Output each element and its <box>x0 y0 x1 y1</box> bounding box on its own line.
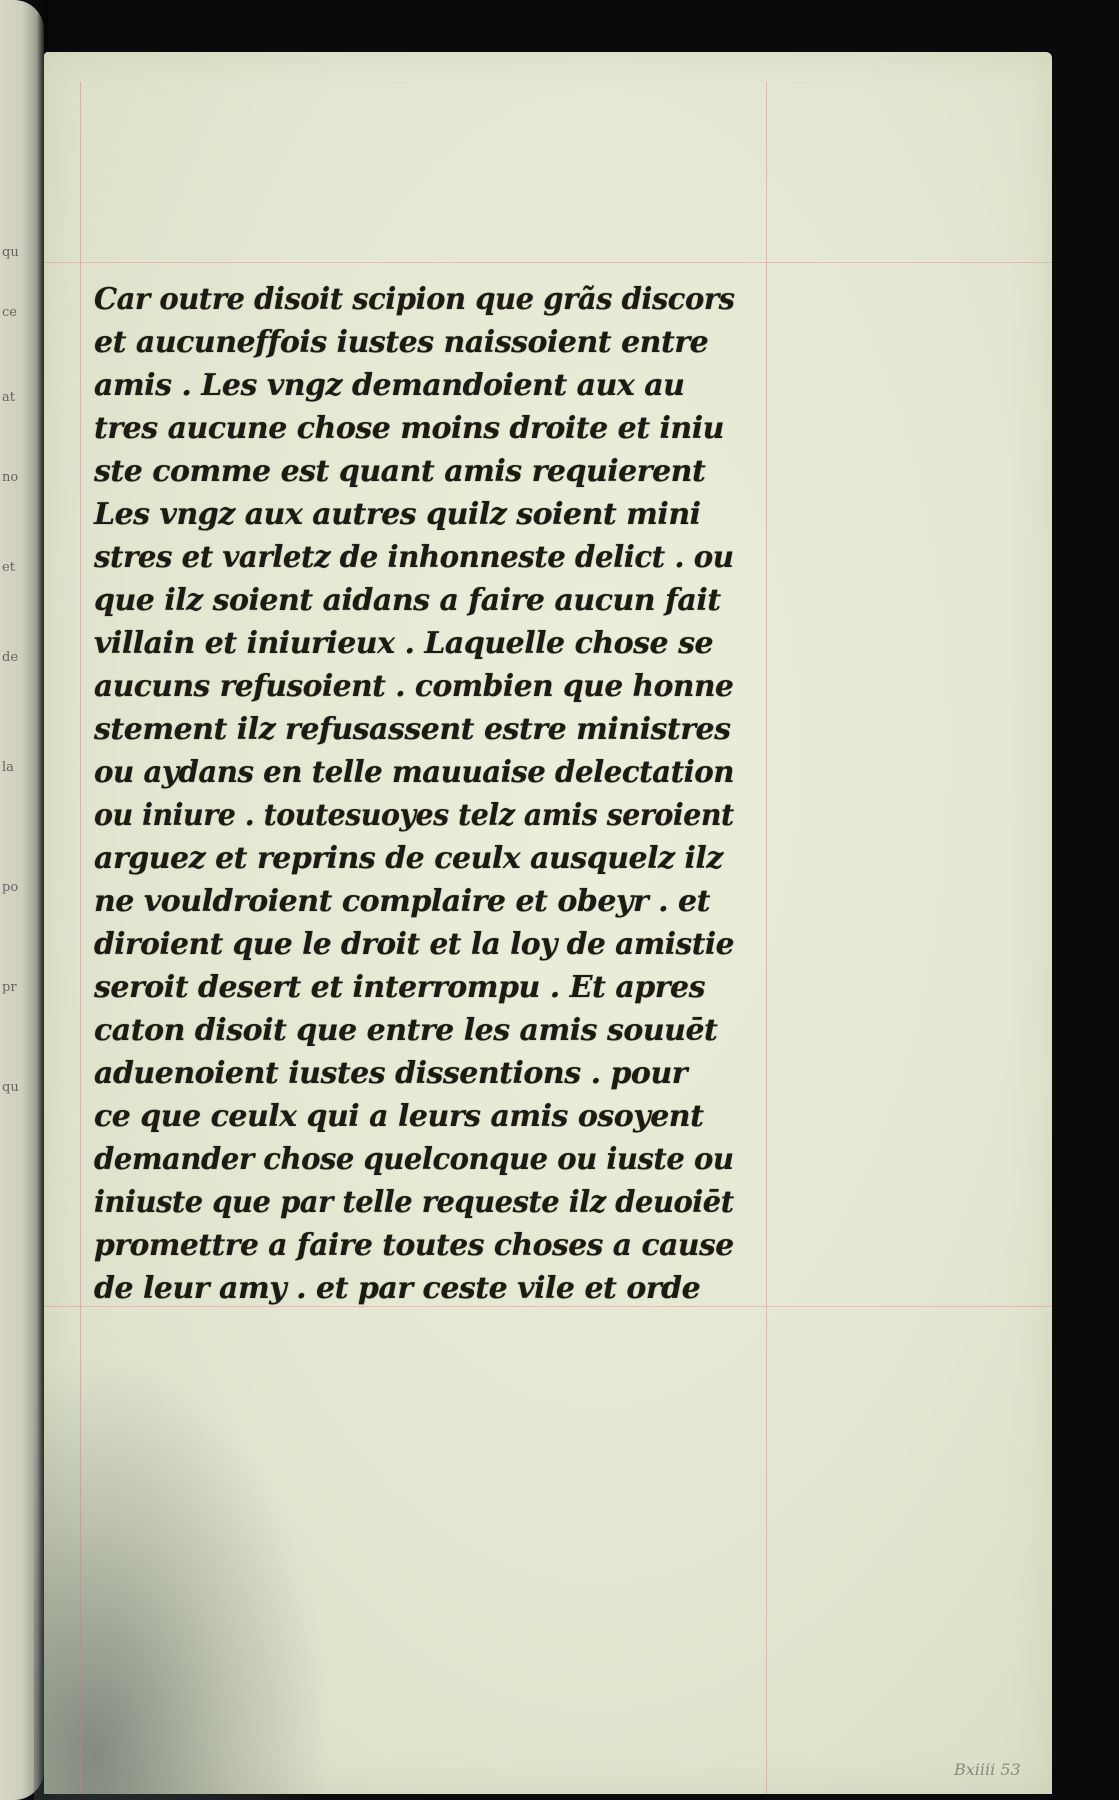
ruling-line-vertical <box>766 82 767 1794</box>
text-line: aduenoient iustes dissentions . pour <box>94 1056 688 1091</box>
text-line: demander chose quelconque ou iuste ou <box>94 1142 734 1177</box>
text-line: et aucuneffois iustes naissoient entre <box>94 325 709 360</box>
text-line: aucuns refusoient . combien que honne <box>94 669 734 704</box>
text-line: de leur amy . et par ceste vile et orde <box>94 1271 701 1306</box>
text-line: ce que ceulx qui a leurs amis osoyent <box>94 1099 704 1134</box>
text-line: stres et varletz de inhonneste delict . ou <box>94 540 734 575</box>
text-line: villain et iniurieux . Laquelle chose se <box>94 626 714 661</box>
text-line: promettre a faire toutes choses a cause <box>94 1228 734 1263</box>
ruling-line-horizontal <box>44 262 1052 263</box>
bleed-through-text: po <box>2 880 19 895</box>
text-line: iniuste que par telle requeste ilz deuoiēt <box>94 1185 734 1220</box>
bleed-through-text: ce <box>2 305 17 320</box>
text-line: tres aucune chose moins droite et iniu <box>94 411 724 446</box>
bleed-through-text: de <box>2 650 19 665</box>
bleed-through-text: qu <box>2 1080 19 1095</box>
text-line: stement ilz refusassent estre ministres <box>94 712 731 747</box>
text-line: ou iniure . toutesuoyes telz amis seroient <box>94 798 734 833</box>
bleed-through-text: qu <box>2 245 19 260</box>
text-line: diroient que le droit et la loy de amistie <box>94 927 735 962</box>
text-line: arguez et reprins de ceulx ausquelz ilz <box>94 841 723 876</box>
ruling-line-vertical <box>80 82 81 1794</box>
bleed-through-text: pr <box>2 980 17 995</box>
text-line: amis . Les vngz demandoient aux au <box>94 368 685 403</box>
text-line: ste comme est quant amis requierent <box>94 454 706 489</box>
bleed-through-text: et <box>2 560 15 575</box>
text-line: caton disoit que entre les amis souuēt <box>94 1013 718 1048</box>
text-line: Car outre disoit scipion que grãs discors <box>94 282 735 317</box>
text-line: ne vouldroient complaire et obeyr . et <box>94 884 710 919</box>
bleed-through-text: at <box>2 390 15 405</box>
page-stain <box>34 1352 334 1800</box>
manuscript-page <box>44 52 1052 1794</box>
text-line: seroit desert et interrompu . Et apres <box>94 970 706 1005</box>
bleed-through-text: no <box>2 470 19 485</box>
bleed-through-text: la <box>2 760 14 775</box>
text-line: ou aydans en telle mauuaise delectation <box>94 755 734 790</box>
text-line: Les vngz aux autres quilz soient mini <box>94 497 701 532</box>
folio-number: Bxiiii 53 <box>954 1760 1021 1779</box>
text-line: que ilz soient aidans a faire aucun fait <box>94 583 721 618</box>
